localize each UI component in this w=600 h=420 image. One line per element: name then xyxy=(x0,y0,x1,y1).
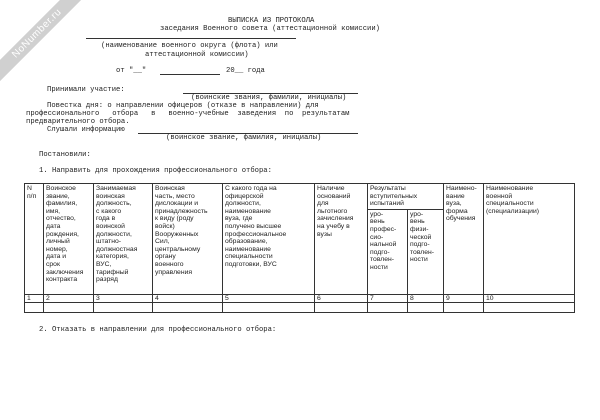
district-name-line xyxy=(86,38,296,39)
watermark-ribbon xyxy=(0,0,95,92)
agenda-line2: профессионального отбора в военно-учебные заведения по результатам xyxy=(26,110,350,118)
header-unit: Воинская часть, место дислокации и принадлежность к виду (роду войск) Вооруженных Сил, центральному органу военного управления xyxy=(153,184,223,295)
table-cell xyxy=(408,303,444,313)
header-physical-level: уро- вень физи- ческой подго- товлен- ности xyxy=(408,209,444,294)
item1-text: 1. Направить для прохождения профессионального отбора: xyxy=(39,167,272,175)
heard-caption: (воинское звание, фамилия, инициалы) xyxy=(166,134,322,142)
header-professional-level: уро- вень профес- сио- нальной подго- товлен- ности xyxy=(368,209,408,294)
column-number: 7 xyxy=(368,294,408,303)
agenda-line3: предварительного отбора. xyxy=(26,118,130,126)
column-number: 3 xyxy=(94,294,153,303)
header-privileges: Наличие оснований для льготного зачисления на учебу в вузы xyxy=(315,184,368,295)
table-cell xyxy=(484,303,575,313)
column-number: 5 xyxy=(223,294,315,303)
column-number: 1 xyxy=(25,294,44,303)
document-title: ВЫПИСКА ИЗ ПРОТОКОЛА xyxy=(228,17,315,25)
agenda-line1: Повестка дня: о направлении офицеров (отказе в направлении) для xyxy=(47,102,319,110)
table-cell xyxy=(444,303,484,313)
column-number: 10 xyxy=(484,294,575,303)
heard-label: Слушали информацию xyxy=(47,126,125,134)
table-cell xyxy=(94,303,153,313)
participants-label: Принимали участие: xyxy=(47,86,125,94)
resolved-label: Постановили: xyxy=(39,151,91,159)
district-caption-line1: (наименование военного округа (флота) или xyxy=(101,42,278,50)
column-number: 2 xyxy=(44,294,94,303)
column-number: 8 xyxy=(408,294,444,303)
header-position: Занимаемая воинская должность, с какого года в воинской должности, штатно- должностная категория, ВУС, тарифный разряд xyxy=(94,184,153,295)
district-caption-line2: аттестационной комиссии) xyxy=(145,51,249,59)
header-test-results: Результаты вступительных испытаний xyxy=(368,184,444,210)
table-cell xyxy=(368,303,408,313)
table-cell xyxy=(153,303,223,313)
table-cell xyxy=(44,303,94,313)
date-prefix: от "__" xyxy=(116,67,147,75)
column-number: 6 xyxy=(315,294,368,303)
date-suffix: 20__ года xyxy=(226,67,265,75)
table-cell xyxy=(25,303,44,313)
table-number-row xyxy=(25,294,575,303)
table-row xyxy=(25,303,575,313)
document-subtitle: заседания Военного совета (аттестационной комиссии) xyxy=(160,25,380,33)
header-rank-name: Воинское звание, фамилия, имя, отчество, дата рождения, личный номер, дата и срок заключения контракта xyxy=(44,184,94,295)
table-header-row xyxy=(25,184,575,210)
item2-text: 2. Отказать в направлении для профессионального отбора: xyxy=(39,326,277,334)
watermark-text: NoNumber.ru xyxy=(10,6,64,61)
column-number: 9 xyxy=(444,294,484,303)
table-cell xyxy=(223,303,315,313)
table-cell xyxy=(315,303,368,313)
participants-caption: (воинские звания, фамилии, инициалы) xyxy=(191,94,347,102)
header-university: Наимено- вание вуза, форма обучения xyxy=(444,184,484,295)
column-number: 4 xyxy=(153,294,223,303)
date-month-line xyxy=(160,74,220,75)
candidates-table xyxy=(24,183,575,313)
header-specialty: Наименование военной специальности (специализации) xyxy=(484,184,575,295)
header-education: С какого года на офицерской должности, наименование вуза, где получено высшее профессиональное образование, наименование специальности подготовки, ВУС xyxy=(223,184,315,295)
header-number: N п/п xyxy=(25,184,44,295)
